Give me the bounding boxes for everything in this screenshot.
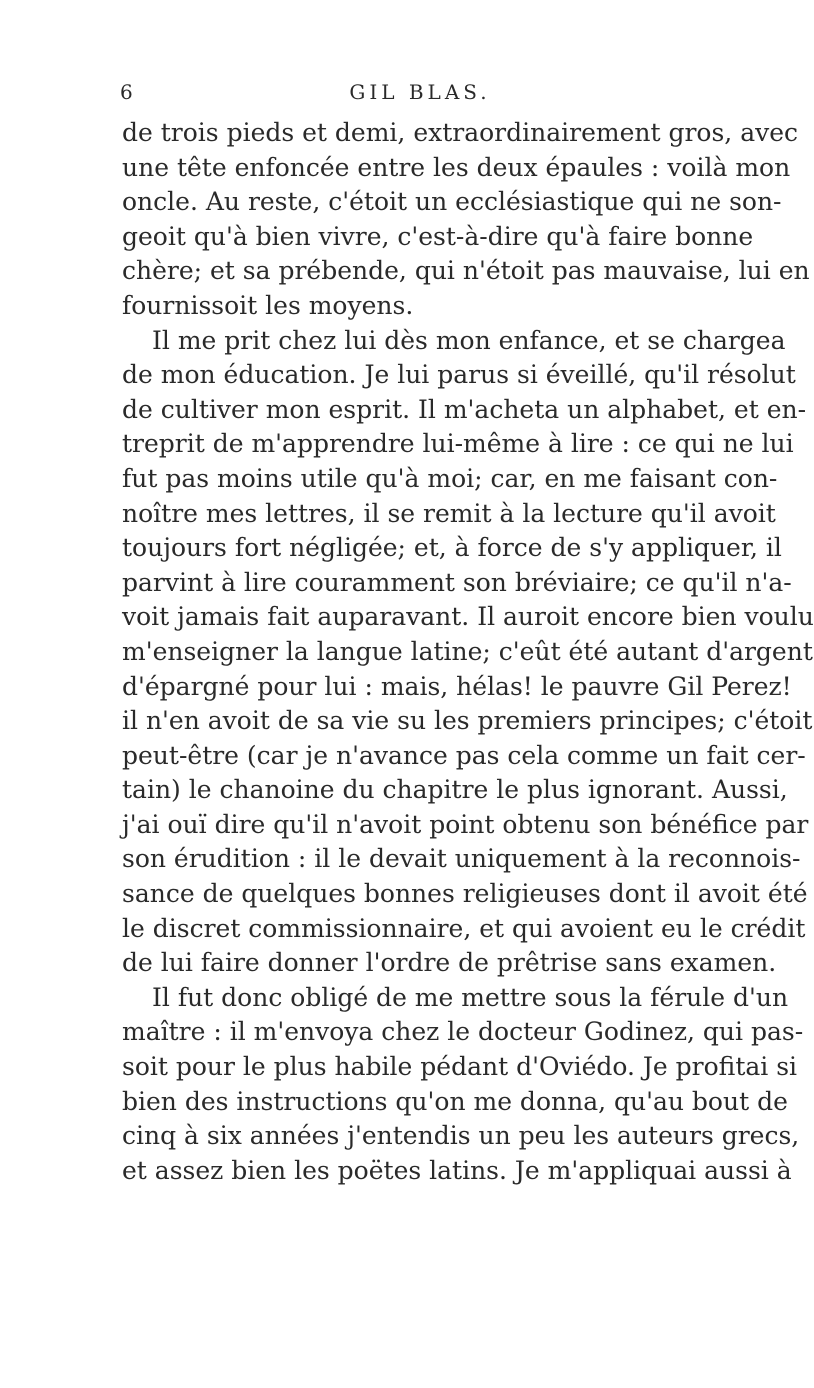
paragraph — [122, 116, 810, 324]
text-line: de lui faire donner l'ordre de prêtrise sans examen. — [122, 948, 777, 978]
text-line: sance de quelques bonnes religieuses dont il avoit été — [122, 879, 808, 909]
text-line: j'ai ouï dire qu'il n'avoit point obtenu son bénéfice par — [122, 809, 809, 839]
text-line: oncle. Au reste, c'étoit un ecclésiastique qui ne son- — [122, 187, 782, 217]
paragraph — [122, 981, 804, 1189]
text-line: m'enseigner la langue latine; c'eût été autant d'argent — [122, 636, 813, 666]
text-line: le discret commissionnaire, et qui avoient eu le crédit — [122, 913, 806, 943]
text-line: fournissoit les moyens. — [122, 290, 414, 320]
text-line: fut pas moins utile qu'à moi; car, en me faisant con- — [122, 463, 778, 493]
text-line: voit jamais fait auparavant. Il auroit encore bien voulu — [122, 602, 814, 632]
running-title: GIL BLAS. — [349, 80, 491, 104]
text-line: Il fut donc obligé de me mettre sous la férule d'un — [152, 982, 789, 1012]
text-line: d'épargné pour lui : mais, hélas! le pauvre Gil Perez! — [122, 671, 792, 701]
text-line: tain) le chanoine du chapitre le plus ignorant. Aussi, — [122, 775, 788, 805]
paragraph — [122, 324, 814, 981]
text-line: chère; et sa prébende, qui n'étoit pas mauvaise, lui en — [122, 256, 810, 286]
text-line: maître : il m'envoya chez le docteur Godinez, qui pas- — [122, 1017, 804, 1047]
text-line: de cultiver mon esprit. Il m'acheta un alphabet, et en- — [122, 394, 807, 424]
text-line: noître mes lettres, il se remit à la lecture qu'il avoit — [122, 498, 776, 528]
text-line: une tête enfoncée entre les deux épaules : voilà mon — [122, 152, 791, 182]
text-line: treprit de m'apprendre lui-même à lire : ce qui ne lui — [122, 429, 794, 459]
text-line: son érudition : il le devait uniquement à la reconnois- — [122, 844, 801, 874]
text-line: de trois pieds et demi, extraordinairement gros, avec — [122, 118, 799, 147]
text-line: parvint à lire couramment son bréviaire; ce qu'il n'a- — [122, 567, 792, 597]
page-number: 6 — [120, 80, 134, 104]
text-line: geoit qu'à bien vivre, c'est-à-dire qu'à faire bonne — [122, 221, 754, 251]
body-text — [122, 116, 814, 1188]
page-header — [120, 80, 720, 120]
text-line: peut-être (car je n'avance pas cela comme un fait cer- — [122, 740, 806, 770]
text-line: soit pour le plus habile pédant d'Oviédo. Je profitai si — [122, 1052, 798, 1082]
text-line: Il me prit chez lui dès mon enfance, et se chargea — [152, 325, 786, 355]
text-line: et assez bien les poëtes latins. Je m'appliquai aussi à — [122, 1155, 792, 1185]
text-line: de mon éducation. Je lui parus si éveillé, qu'il résolut — [122, 360, 796, 390]
text-line: il n'en avoit de sa vie su les premiers principes; c'étoit — [122, 706, 813, 736]
text-line: bien des instructions qu'on me donna, qu'au bout de — [122, 1086, 788, 1116]
text-line: cinq à six années j'entendis un peu les auteurs grecs, — [122, 1121, 800, 1151]
text-line: toujours fort négligée; et, à force de s'y appliquer, il — [122, 533, 782, 563]
